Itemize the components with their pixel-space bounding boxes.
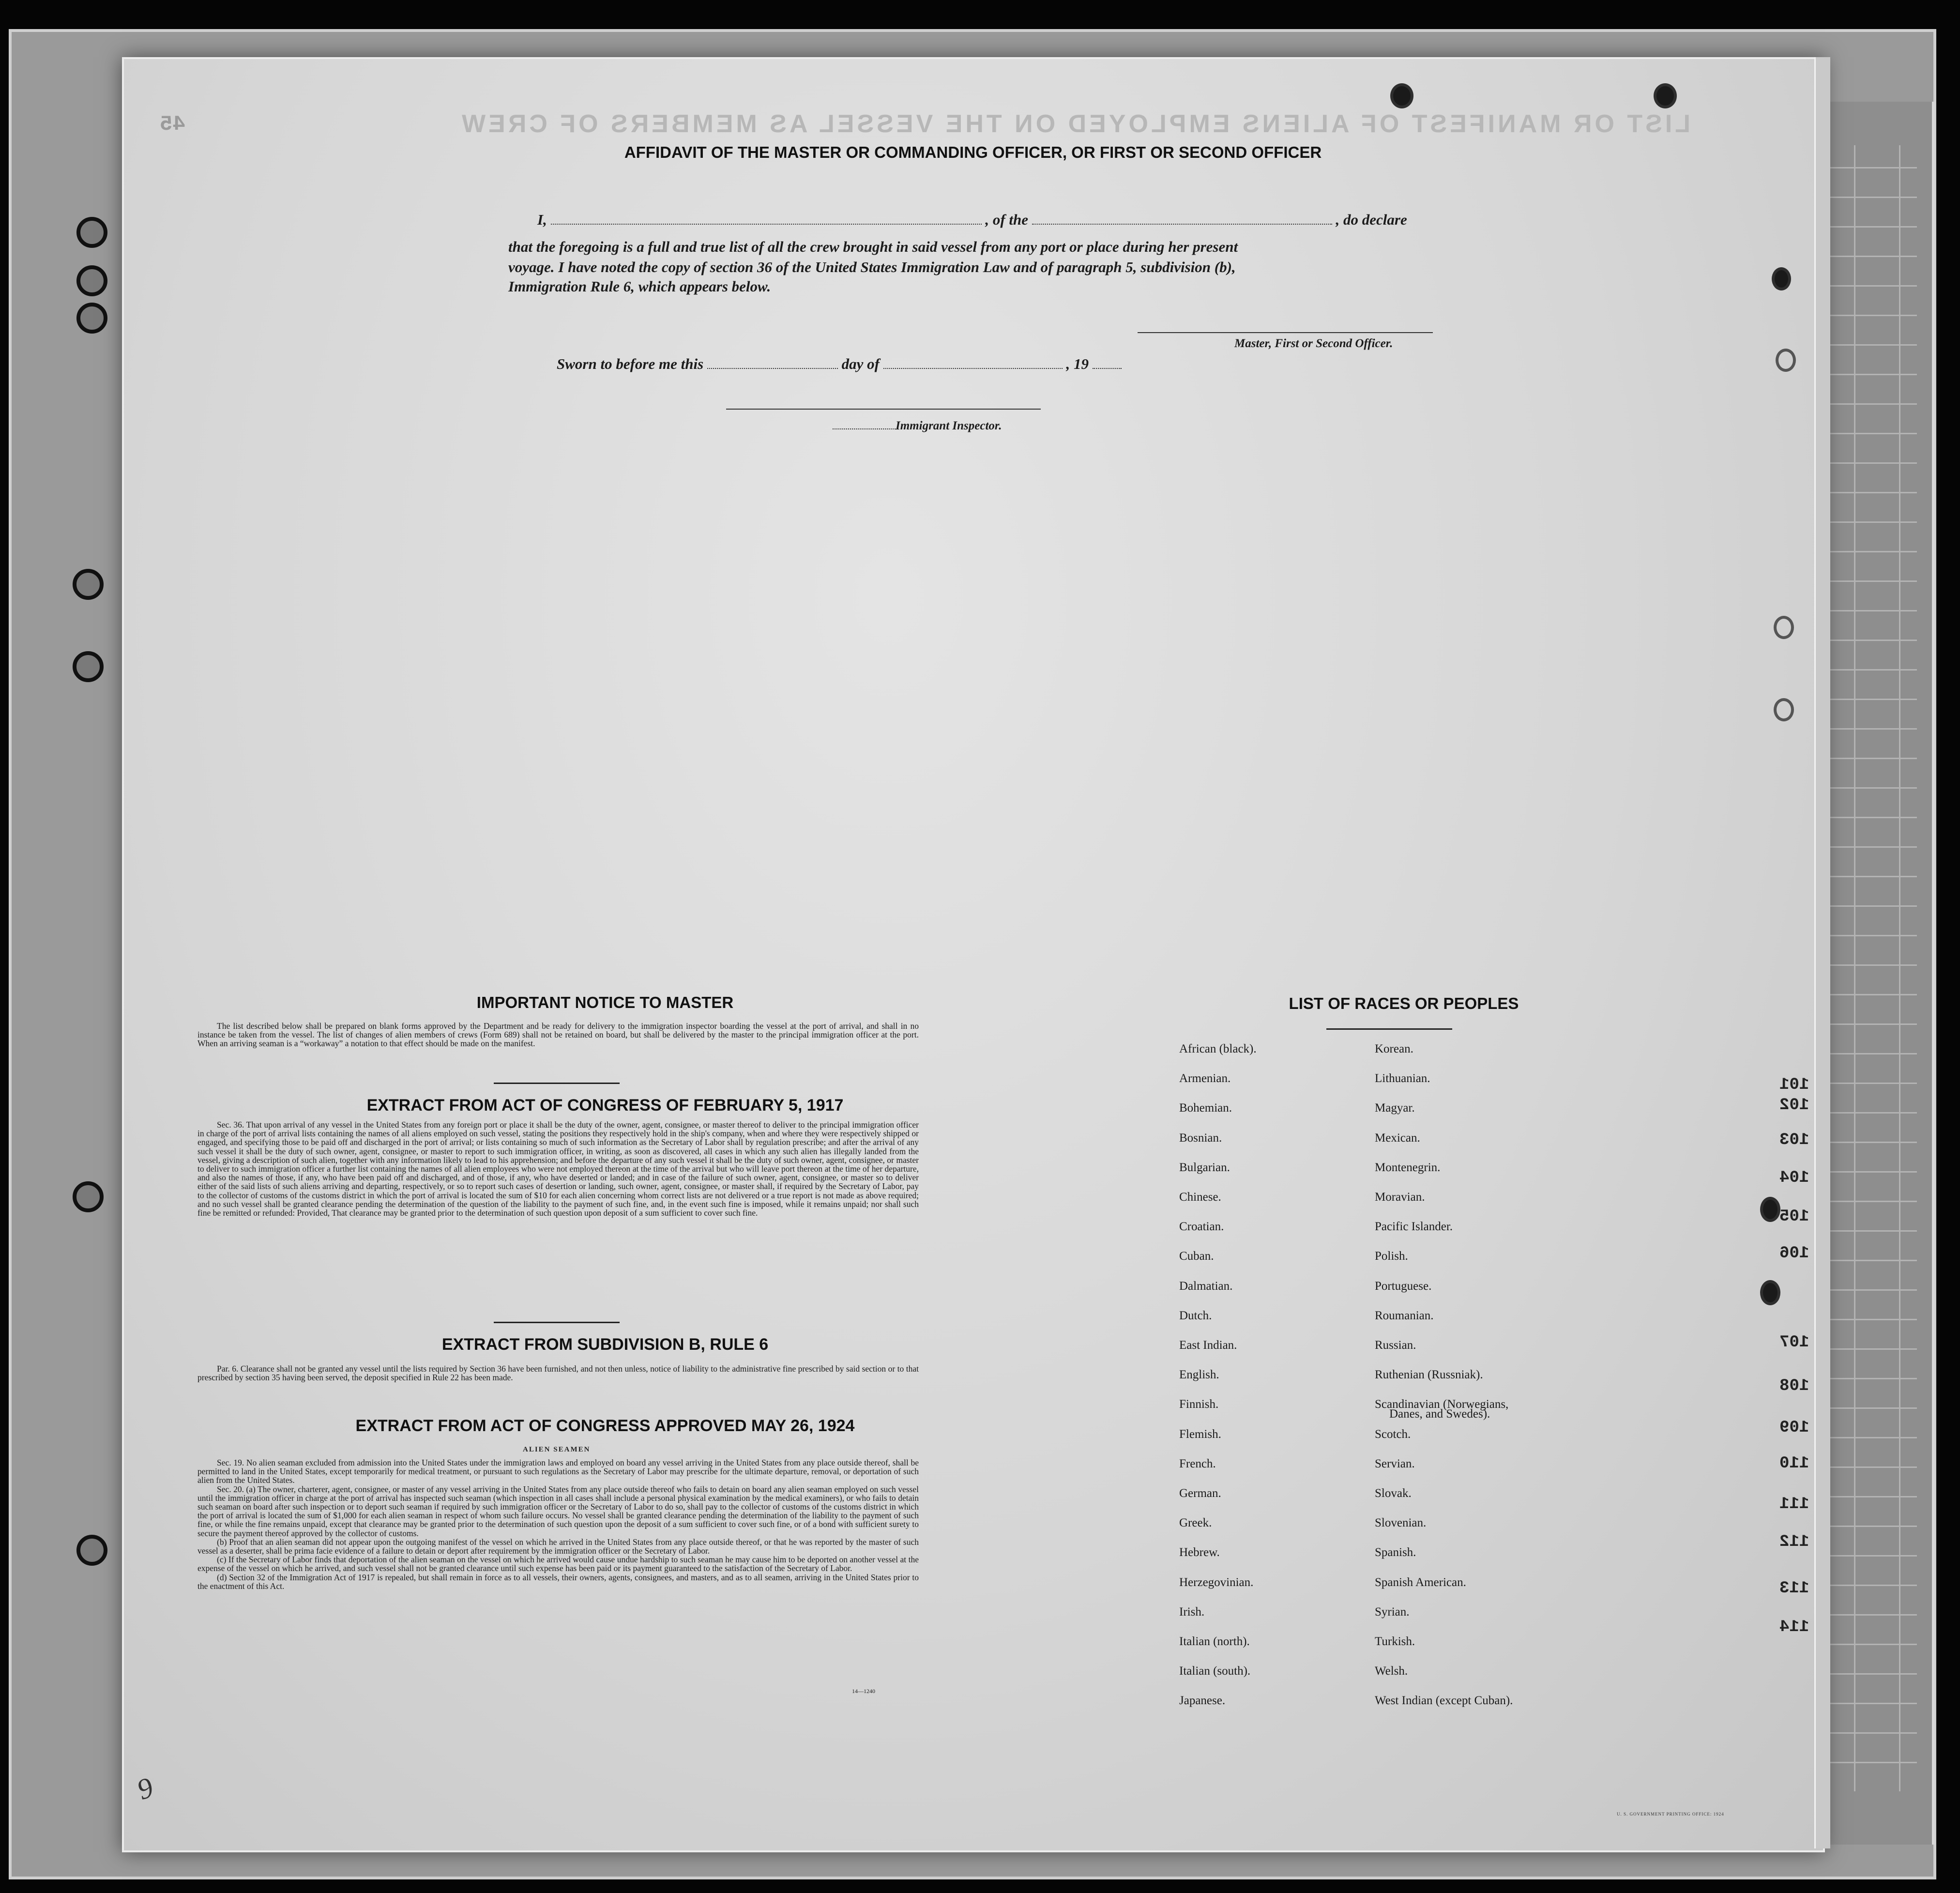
margin-number: 101: [1779, 1076, 1809, 1094]
race-item: Ruthenian (Russniak).: [1375, 1368, 1483, 1382]
race-item: Welsh.: [1375, 1664, 1408, 1678]
affidavit-line-3: voyage. I have noted the copy of section 36 of the United States Immigration Law and of paragraph 5, subdivision (b),: [508, 259, 1236, 275]
year-label: , 19: [1066, 355, 1089, 372]
race-item: Italian (north).: [1179, 1635, 1250, 1648]
divider: [494, 1083, 620, 1084]
race-item: Bohemian.: [1179, 1101, 1232, 1115]
margin-number: 107: [1779, 1333, 1809, 1352]
punch-hole-icon: [1390, 83, 1413, 108]
sworn-year-blank: [1093, 357, 1122, 369]
race-item: Hebrew.: [1179, 1546, 1220, 1559]
sec-19: Sec. 19. No alien seaman excluded from admission into the United States under the immigration laws and employed on board any vessel arriving in the United States from any place outside thereof, shall be permitted to land in the United States, except temporarily for medical treatment, or pursuant to such regulations as the Secretary of Labor may prescribe for the ultimate departure, removal, or deportation of such alien from the United States.: [198, 1458, 919, 1485]
race-item: East Indian.: [1179, 1339, 1237, 1352]
binder-ring-icon: [76, 303, 107, 334]
race-item: Cuban.: [1179, 1250, 1214, 1263]
race-item: Slovak.: [1375, 1487, 1412, 1500]
punch-hole-icon: [1774, 698, 1794, 721]
margin-number: 111: [1779, 1495, 1809, 1513]
day-of-label: day of: [841, 355, 880, 372]
race-item: Herzegovinian.: [1179, 1575, 1254, 1589]
sworn-month-blank: [883, 357, 1063, 369]
sworn-label: Sworn to before me this: [557, 355, 704, 372]
margin-number: 106: [1779, 1244, 1809, 1263]
margin-number: 105: [1779, 1207, 1809, 1226]
race-item: Mexican.: [1375, 1131, 1420, 1145]
race-item: French.: [1179, 1457, 1216, 1470]
sec-20a: Sec. 20. (a) The owner, charterer, agent, consignee, or master of any vessel arriving in the United States from any place outside thereof who fails to detain on board any alien seaman employed on such vessel until the immigration officer in charge at the port of arrival has inspected such seaman (which inspection in all cases shall include a personal physical examination by the medical examiners), or who fails to detain such seaman on board after such inspection or to deport such seaman if required by such immigration officer or the Secretary of Labor to do so, shall pay to the collector of customs of the customs district in which the port of arrival is located the sum of $1,000 for each alien seaman in respect of whom such failure occurs. No vessel shall be granted clearance pending the determination of the liability to the payment of such fine, or while the fine remains unpaid, except that clearance may be granted prior to the determination of such question upon the deposit of a sum sufficient to cover such fine, or of a bond with sufficient surety to secure the payment thereof approved by the collector of customs.: [198, 1484, 919, 1538]
vessel-blank: [1032, 213, 1332, 225]
name-blank: [551, 213, 982, 225]
punch-hole-icon: [1654, 83, 1677, 108]
race-item: West Indian (except Cuban).: [1375, 1694, 1513, 1708]
race-item: Spanish American.: [1375, 1575, 1466, 1589]
binder-ring-icon: [76, 1535, 107, 1566]
race-item: Greek.: [1179, 1516, 1212, 1530]
extract-rule6-title: EXTRACT FROM SUBDIVISION B, RULE 6: [441, 1335, 769, 1354]
extract-rule6-body: Par. 6. Clearance shall not be granted any vessel until the lists required by Section 36 have been furnished, and not then unless, notice of liability to the administrative fine prescribed by said section or to that prescribed by section 35 having been served, the deposit specified in Rule 22 has been made.: [198, 1364, 919, 1383]
race-item: Irish.: [1179, 1605, 1205, 1618]
affidavit-title: AFFIDAVIT OF THE MASTER OR COMMANDING OFFICER, OR FIRST OR SECOND OFFICER: [624, 143, 1322, 161]
margin-number: 102: [1779, 1096, 1809, 1114]
printer-imprint: U. S. GOVERNMENT PRINTING OFFICE: 1924: [1617, 1812, 1724, 1817]
race-item: Syrian.: [1375, 1605, 1410, 1618]
extract-1924-title: EXTRACT FROM ACT OF CONGRESS APPROVED MAY 26, 1924: [355, 1417, 855, 1435]
race-item: Polish.: [1375, 1250, 1408, 1263]
binder-ring-icon: [73, 569, 104, 600]
affidavit-line-2: that the foregoing is a full and true list of all the crew brought in said vessel from any port or place during her present: [508, 238, 1238, 255]
race-item: Italian (south).: [1179, 1664, 1251, 1678]
page-mark: 45: [160, 112, 185, 137]
affidavit-line-4: Immigration Rule 6, which appears below.: [508, 278, 771, 295]
race-item: Slovenian.: [1375, 1516, 1427, 1530]
race-item: Bosnian.: [1179, 1131, 1222, 1145]
of-the-label: , of the: [985, 211, 1029, 228]
i-label: I,: [537, 211, 547, 228]
binder-ring-icon: [76, 217, 107, 248]
extract-1917-body: Sec. 36. That upon arrival of any vessel in the United States from any foreign port or place it shall be the duty of the owner, agent, consignee, or master thereof to deliver to the principal immigration officer in charge of the port of arrival lists containing the names of all aliens employed on such vessel, stating the positions they respectively hold in the ship's company, when and where they were respectively shipped or engaged, and specifying those to be paid off and discharged in the port of arrival; or lists containing so much of such information as the Secretary of Labor shall by regulation prescribe; and after the arrival of any such vessel it shall be the duty of such owner, agent, consignee, or master to report to such immigration officer, in writing, as soon as discovered, all cases in which any such alien has illegally landed from the vessel, giving a description of such alien, together with any information likely to lead to his apprehension; and before the departure of any such vessel it shall be the duty of such owner, agent, consignee, or master to deliver to such immigration officer a further list containing the names of all alien employees who were not employed thereon at the time of the arrival but who will leave port thereon at the time of her departure, and also the names of those, if any, who have been paid off and discharged, and of those, if any, who have deserted or landed; and in case of the failure of such owner, agent, consignee, or master so to deliver either of the said lists of such aliens arriving and departing, respectively, or so to report such cases of desertion or landing, such owner, agent, consignee, or master shall, if required by the Secretary of Labor, pay to the collector of customs of the customs district in which the port of arrival is located the sum of $10 for each alien concerning whom correct lists are not delivered or a true report is not made as above required; and no such vessel shall be granted clearance pending the determination of the question of the liability to the payment of such fine, and, in the event such fine is imposed, while it remains unpaid; nor shall such fine be remitted or refunded: Provided, That clearance may be granted prior to the determination of such question upon deposit of a sum sufficient to cover such fine.: [198, 1120, 919, 1218]
page-right-edge: [1814, 57, 1830, 1848]
margin-number: 108: [1779, 1377, 1809, 1395]
sworn-line: [557, 355, 1122, 373]
race-item: Servian.: [1375, 1457, 1415, 1470]
sec-20b: (b) Proof that an alien seaman did not appear upon the outgoing manifest of the vessel on which he arrived in the United States from any place outside thereof, or that he was reported by the master of such vessel as a deserter, shall be prima facie evidence of a failure to detain or deport after requirement by the immigration officer or the Secretary of Labor.: [198, 1537, 919, 1556]
punch-hole-icon: [1760, 1197, 1780, 1222]
margin-number: 103: [1779, 1131, 1809, 1149]
race-item: English.: [1179, 1368, 1219, 1382]
margin-number: 110: [1779, 1454, 1809, 1473]
divider: [1326, 1028, 1452, 1030]
notice-body: The list described below shall be prepared on blank forms approved by the Department and be ready for delivery to the immigration inspector boarding the vessel at the port of arrival, and shall in no instance be taken from the vessel. The list of changes of alien members of crews (Form 689) shall not be retained on board, but shall be delivered by the master to the principal immigration officer at the port. When an arriving seaman is a “workaway” a notation to that effect should be made on the manifest.: [198, 1021, 919, 1049]
margin-number: 113: [1779, 1579, 1809, 1598]
affidavit-declare-line: [537, 211, 1407, 229]
race-scandinavian-cont: Danes, and Swedes).: [1389, 1407, 1490, 1420]
sec-20c: (c) If the Secretary of Labor finds that deportation of the alien seaman on the vessel on which he arrived would cause undue hardship to such seaman he may cause him to be deported on another vessel at the expense of the vessel on which he arrived, and such vessel shall not be granted clearance until such expense has been paid or its payment guaranteed to the satisfaction of the Secretary of Labor.: [198, 1555, 919, 1573]
do-declare-label: , do declare: [1336, 211, 1407, 228]
binder-ring-icon: [73, 1181, 104, 1212]
margin-number: 112: [1779, 1533, 1809, 1551]
race-item: Magyar.: [1375, 1101, 1415, 1115]
race-item: Moravian.: [1375, 1191, 1425, 1204]
race-item: Flemish.: [1179, 1427, 1221, 1441]
margin-number: 109: [1779, 1419, 1809, 1437]
form-number: 14—1240: [852, 1688, 875, 1695]
divider: [494, 1322, 620, 1323]
race-item: Lithuanian.: [1375, 1072, 1430, 1085]
race-item: German.: [1179, 1487, 1221, 1500]
sworn-day-blank: [707, 357, 838, 369]
sec-20d: (d) Section 32 of the Immigration Act of 1917 is repealed, but shall remain in force as to all vessels, their owners, agents, consignees, and masters, and as to all seamen, arriving in the United States prior to the enactment of this Act.: [198, 1572, 919, 1591]
extract-1924-body: [198, 1458, 919, 1590]
race-item: Montenegrin.: [1375, 1160, 1441, 1174]
race-item: Russian.: [1375, 1339, 1416, 1352]
race-item: Scotch.: [1375, 1427, 1411, 1441]
binder-ring-icon: [73, 651, 104, 682]
master-signature-label: Master, First or Second Officer.: [1234, 337, 1393, 350]
margin-number: 114: [1779, 1618, 1809, 1636]
alien-seamen-subhead: ALIEN SEAMEN: [523, 1446, 591, 1453]
race-item: Finnish.: [1179, 1398, 1219, 1411]
punch-hole-icon: [1776, 349, 1796, 372]
race-item: Scandinavian (Norwegians,: [1375, 1398, 1509, 1411]
race-item: Roumanian.: [1375, 1309, 1434, 1322]
race-item: Pacific Islander.: [1375, 1220, 1453, 1234]
punch-hole-icon: [1774, 616, 1794, 639]
race-item: Korean.: [1375, 1042, 1413, 1055]
inspector-signature-line: [726, 409, 1041, 410]
races-title: LIST OF RACES OR PEOPLES: [1289, 994, 1519, 1012]
extract-1917-title: EXTRACT FROM ACT OF CONGRESS OF FEBRUARY 5, 1917: [366, 1096, 844, 1114]
bleed-through-heading: LIST OR MANIFEST OF ALIENS EMPLOYED ON THE VESSEL AS MEMBERS OF CREW: [459, 110, 1690, 138]
race-item: Armenian.: [1179, 1072, 1231, 1085]
race-item: Japanese.: [1179, 1694, 1226, 1708]
race-item: Portuguese.: [1375, 1279, 1432, 1293]
race-item: Turkish.: [1375, 1635, 1415, 1648]
punch-hole-icon: [1760, 1280, 1780, 1305]
inspector-signature-label: Immigrant Inspector.: [833, 419, 1002, 433]
corner-mark: 9: [133, 1771, 158, 1806]
race-item: Croatian.: [1179, 1220, 1224, 1234]
binder-ring-icon: [76, 265, 107, 296]
margin-number: 104: [1779, 1169, 1809, 1187]
notice-title: IMPORTANT NOTICE TO MASTER: [476, 993, 734, 1011]
race-item: Dalmatian.: [1179, 1279, 1233, 1293]
punch-hole-icon: [1772, 267, 1791, 290]
race-item: Bulgarian.: [1179, 1160, 1230, 1174]
race-item: Dutch.: [1179, 1309, 1212, 1322]
race-item: Chinese.: [1179, 1191, 1221, 1204]
race-item: African (black).: [1179, 1042, 1257, 1055]
inspector-dots: [833, 423, 896, 429]
race-item: Spanish.: [1375, 1546, 1416, 1559]
master-signature-line: [1138, 332, 1433, 333]
